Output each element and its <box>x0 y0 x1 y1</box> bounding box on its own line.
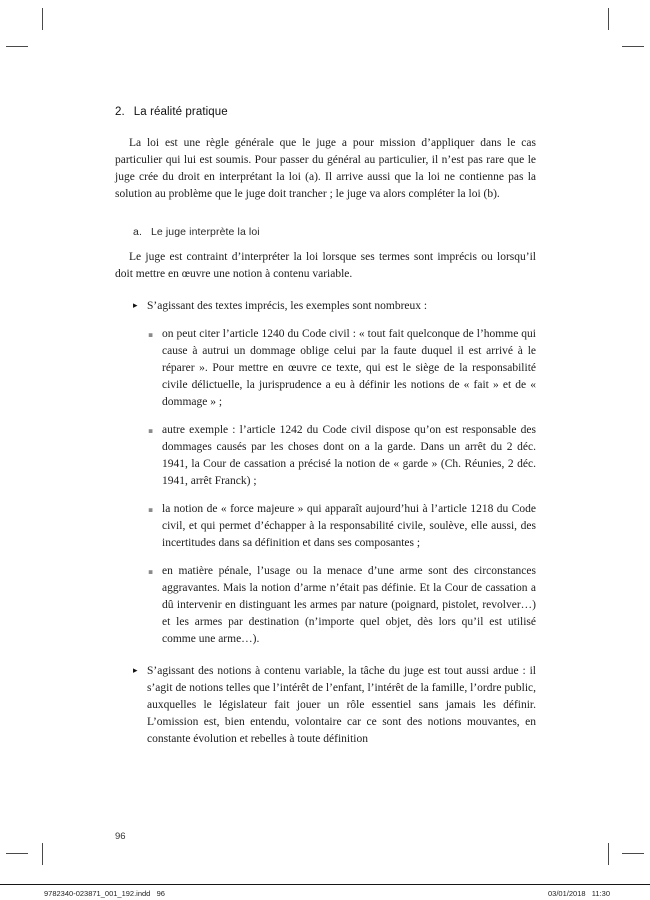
list-item-text: S’agissant des notions à contenu variable, la tâche du juge est tout aussi ardue : il s’agit de notions telles que l’intérêt de l’enfant, l’intérêt de la famille, l’ordre public, auxquelles le législateur fait jouer un rôle essentiel sans jamais les définir. L’omission est, bien entendu, volontaire car ce sont des notions mouvantes, en constante évolution et rebelles à toute définition <box>147 665 536 745</box>
sub-list-item-text: autre exemple : l’article 1242 du Code civil dispose qu’on est responsable des dommages causés par les choses dont on a la garde. Dans un arrêt du 2 déc. 1941, la Cour de cassation a précisé la notion de « garde » (Ch. Réunies, 2 déc. 1941, arrêt Franck) ; <box>162 424 536 487</box>
triangle-bullet-icon: ▸ <box>133 666 138 676</box>
sub-list-item <box>148 501 536 552</box>
subsection-title: Le juge interprète la loi <box>150 226 260 238</box>
subsection-letter: a. <box>133 226 142 238</box>
sub-list-item <box>148 422 536 490</box>
crop-mark-left-bottom-horizontal <box>6 853 28 854</box>
sub-list-item <box>148 326 536 411</box>
list-item <box>133 663 536 748</box>
crop-mark-right-top-horizontal <box>622 46 644 47</box>
section-number: 2. <box>115 106 125 118</box>
square-bullet-icon: ▪ <box>148 505 154 514</box>
intro-paragraph: La loi est une règle générale que le juge a pour mission d’appliquer dans le cas particulier qui lui est soumis. Pour passer du général au particulier, il n’est pas rare que le juge crée du droit en interprétant la loi (a). Il arrive aussi que la loi ne contienne pas la solution au problème que le juge doit trancher ; le juge va alors compléter la loi (b). <box>115 137 536 200</box>
square-bullet-icon: ▪ <box>148 567 154 576</box>
square-bullet-icon: ▪ <box>148 330 154 339</box>
page-number: 96 <box>115 831 126 842</box>
section-title: La réalité pratique <box>133 106 228 118</box>
slug-filename: 9782340-023871_001_192.indd 96 <box>44 889 165 898</box>
crop-mark-bottom-left-vertical <box>42 843 43 865</box>
sub-list-item-text: en matière pénale, l’usage ou la menace d’une arme sont des circonstances aggravantes. Mais la notion d’arme n’était pas définie. Et la Cour de cassation a dû intervenir en distinguant les armes par nature (poignard, pistolet, revolver…) et les armes par destination (n’importe quel objet, dès lors qu’il est utilisé comme une arme…). <box>162 565 536 645</box>
square-bullet-icon: ▪ <box>148 426 154 435</box>
crop-mark-bottom-right-vertical <box>608 843 609 865</box>
section-heading <box>115 106 536 118</box>
crop-mark-top-right-vertical <box>608 8 609 30</box>
crop-mark-top-left-vertical <box>42 8 43 30</box>
subsection-heading <box>133 226 536 238</box>
sub-list-item-text: on peut citer l’article 1240 du Code civil : « tout fait quelconque de l’homme qui cause à autrui un dommage oblige celui par la faute duquel il est arrivé à le réparer ». Pour mettre en œuvre ce texte, qui est le siège de la responsabilité civile délictuelle, la jurisprudence a eu à définir les notions de « fait » et de « dommage » ; <box>162 328 536 408</box>
slug-timestamp: 03/01/2018 11:30 <box>548 889 610 898</box>
slug-divider-line <box>0 884 650 885</box>
text-column <box>115 106 536 748</box>
triangle-bullet-icon: ▸ <box>133 301 138 311</box>
subsection-intro-paragraph: Le juge est contraint d’interpréter la loi lorsque ses termes sont imprécis ou lorsqu’il doit mettre en œuvre une notion à contenu variable. <box>115 251 536 280</box>
sub-list <box>148 326 536 648</box>
sub-list-item-text: la notion de « force majeure » qui apparaît aujourd’hui à l’article 1218 du Code civil, et qui permet d’échapper à la responsabilité civile, soulève, elle aussi, des incertitudes dans sa définition et dans ses composantes ; <box>162 503 536 549</box>
list-item-text: S’agissant des textes imprécis, les exemples sont nombreux : <box>147 300 428 312</box>
list-item <box>133 298 536 315</box>
crop-mark-right-bottom-horizontal <box>622 853 644 854</box>
crop-mark-left-top-horizontal <box>6 46 28 47</box>
sub-list-item <box>148 563 536 648</box>
